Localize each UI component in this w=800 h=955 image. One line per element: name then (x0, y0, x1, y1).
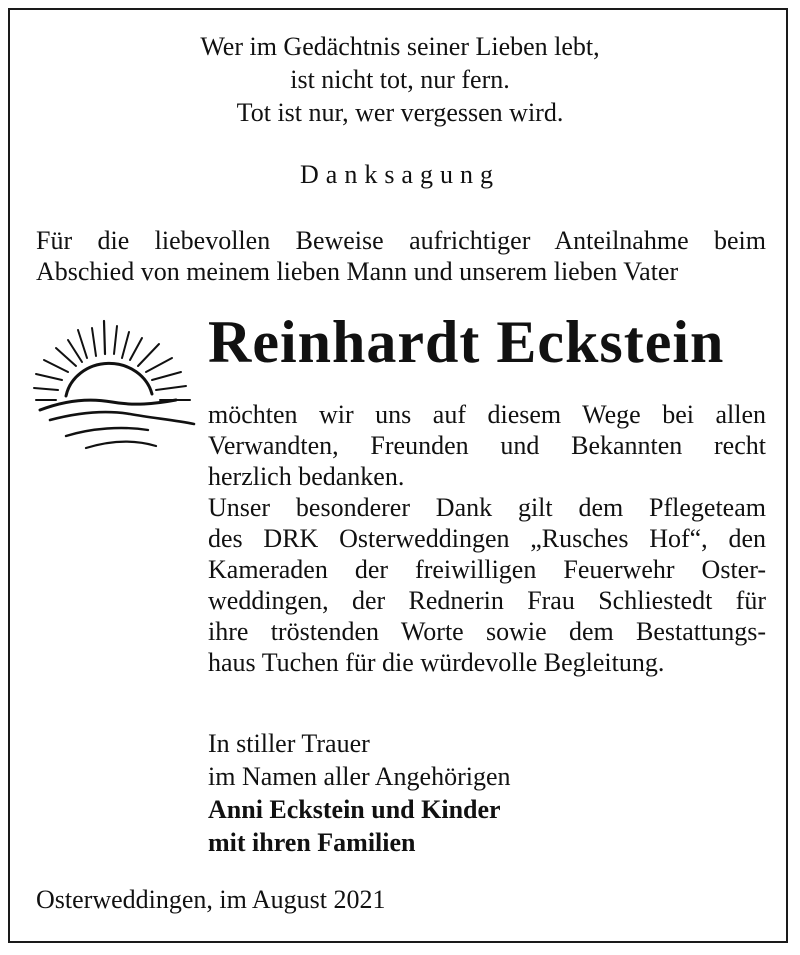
body-line: herzlich bedanken. (208, 462, 405, 491)
intro-line: Abschied von meinem lieben Mann und unserem lieben Vater (36, 257, 679, 286)
mourner-families: mit ihren Familien (208, 828, 416, 857)
body-line: Kameraden der freiwilligen Feuerwehr Oster- (208, 555, 766, 584)
place-and-date: Osterweddingen, im August 2021 (36, 885, 386, 914)
poem-line: Tot ist nur, wer vergessen wird. (236, 98, 564, 127)
poem-line: ist nicht tot, nur fern. (290, 65, 510, 94)
mourner-names: Anni Eckstein und Kinder (208, 795, 501, 824)
body-line: haus Tuchen für die würdevolle Begleitung. (208, 648, 665, 677)
signature-line: im Namen aller Angehörigen (208, 762, 511, 791)
thank-you-text (208, 399, 766, 678)
poem-line: Wer im Gedächtnis seiner Lieben lebt, (200, 32, 600, 61)
body-line: ihre tröstenden Worte sowie dem Bestattungs- (208, 617, 766, 646)
notice-heading: Danksagung (300, 160, 500, 189)
body-line: weddingen, der Rednerin Frau Schliestedt für (208, 586, 766, 615)
body-line: Verwandten, Freunden und Bekannten recht (208, 431, 766, 460)
signature-line: In stiller Trauer (208, 729, 370, 758)
intro-text (36, 225, 766, 287)
body-line: Unser besonderer Dank gilt dem Pflegeteam (208, 493, 766, 522)
body-line: des DRK Osterweddingen „Rusches Hof“, den (208, 524, 766, 553)
intro-line: Für die liebevollen Beweise aufrichtiger Anteilnahme beim (36, 226, 766, 255)
memorial-poem (0, 30, 800, 129)
signature-block (208, 727, 511, 859)
deceased-name: Reinhardt Eckstein (208, 309, 725, 375)
sunset-over-hills-icon (26, 316, 196, 456)
body-line: möchten wir uns auf diesem Wege bei allen (208, 400, 766, 429)
